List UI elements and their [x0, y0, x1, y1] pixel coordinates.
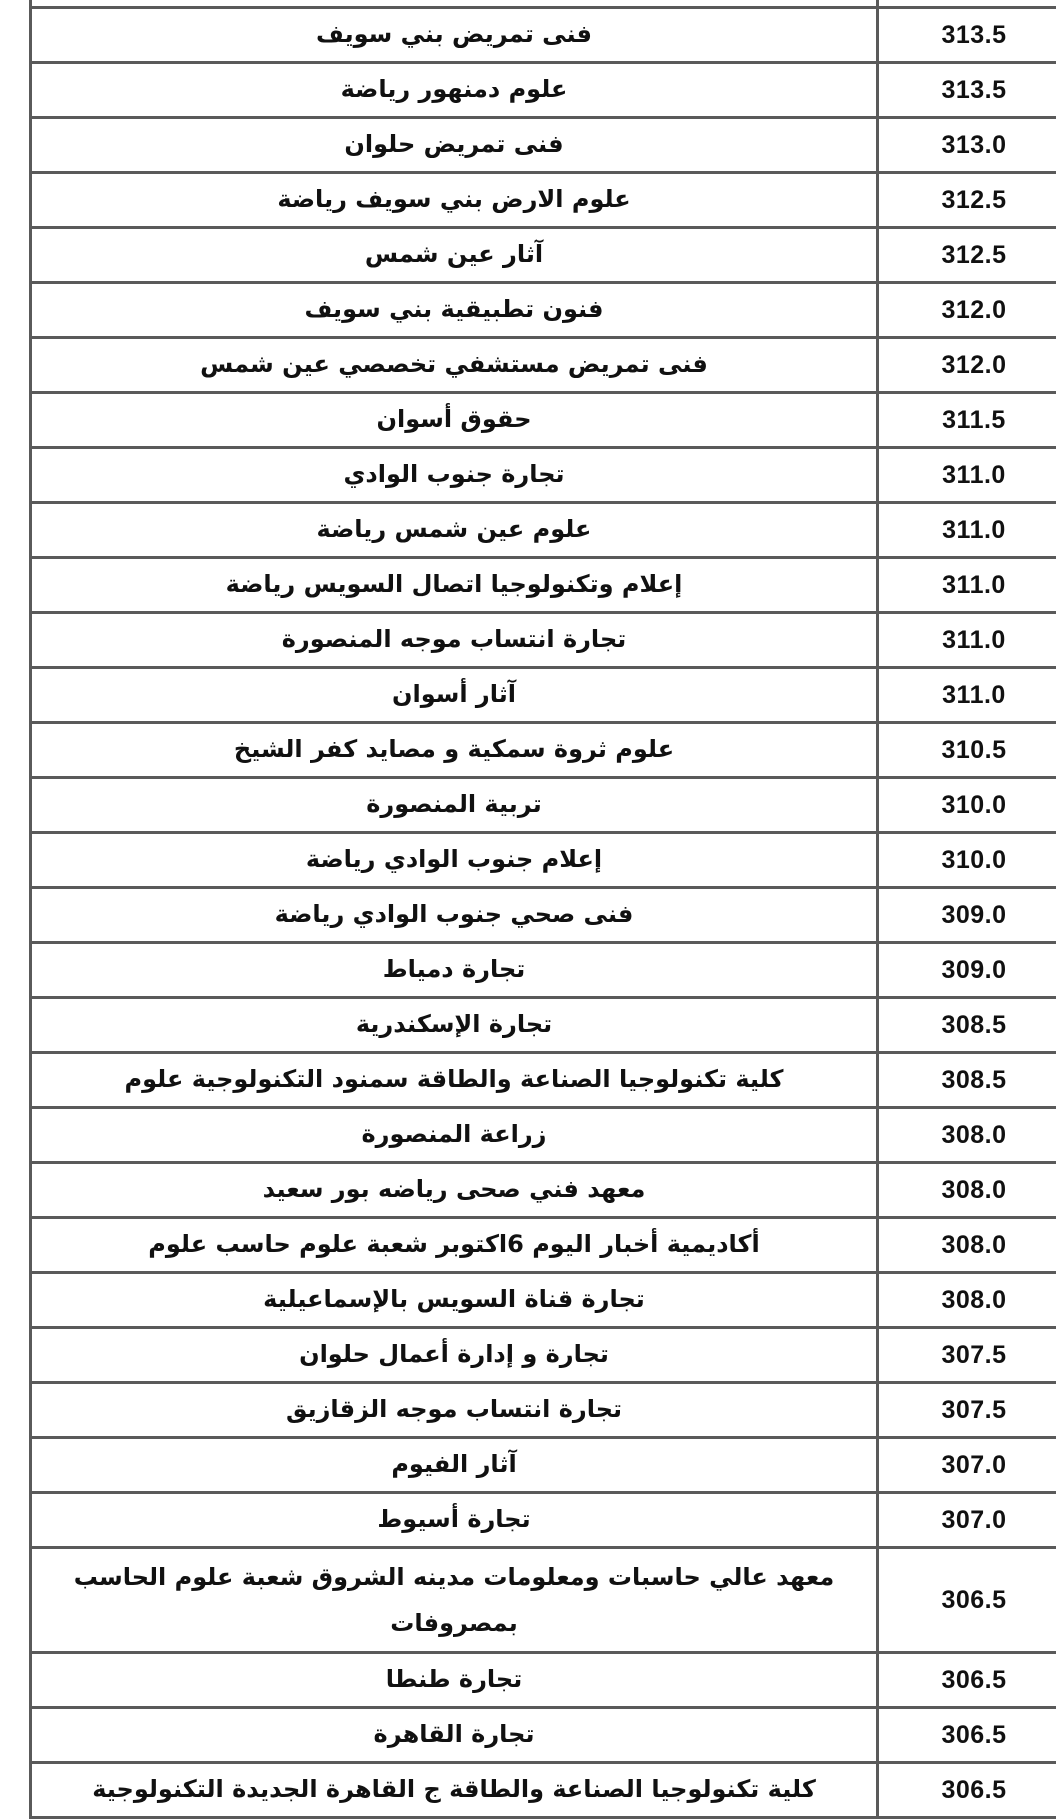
faculty-name: تجارة جنوب الوادي	[31, 448, 878, 503]
table-row	[31, 448, 1056, 503]
faculty-name: تجارة انتساب موجه الزقازيق	[31, 1383, 878, 1438]
scores-table-container	[29, 0, 1015, 1819]
score-value: 311.0	[878, 668, 1056, 723]
faculty-name	[31, 0, 878, 8]
score-value: 307.5	[878, 1328, 1056, 1383]
score-value: 309.0	[878, 943, 1056, 998]
faculty-name: تجارة طنطا	[31, 1653, 878, 1708]
faculty-name: آثار عين شمس	[31, 228, 878, 283]
score-value: 306.5	[878, 1548, 1056, 1653]
faculty-name: تجارة قناة السويس بالإسماعيلية	[31, 1273, 878, 1328]
table-row	[31, 63, 1056, 118]
faculty-name: علوم ثروة سمكية و مصايد كفر الشيخ	[31, 723, 878, 778]
table-row	[31, 1493, 1056, 1548]
faculty-name: فنى تمريض بني سويف	[31, 8, 878, 63]
table-row	[31, 1273, 1056, 1328]
faculty-name: أكاديمية أخبار اليوم 6اكتوبر شعبة علوم حاسب علوم	[31, 1218, 878, 1273]
score-value: 310.0	[878, 778, 1056, 833]
table-row	[31, 503, 1056, 558]
score-value: 312.0	[878, 338, 1056, 393]
score-value: 312.0	[878, 283, 1056, 338]
faculty-name: معهد عالي حاسبات ومعلومات مدينه الشروق شعبة علوم الحاسب بمصروفات	[31, 1548, 878, 1653]
faculty-name: إعلام جنوب الوادي رياضة	[31, 833, 878, 888]
table-row	[31, 1708, 1056, 1763]
table-row	[31, 1328, 1056, 1383]
table-row	[31, 173, 1056, 228]
faculty-name: آثار الفيوم	[31, 1438, 878, 1493]
table-row	[31, 1763, 1056, 1818]
table-row	[31, 228, 1056, 283]
table-row	[31, 1438, 1056, 1493]
score-value: 308.0	[878, 1218, 1056, 1273]
table-row	[31, 118, 1056, 173]
table-row	[31, 283, 1056, 338]
score-value: 311.0	[878, 558, 1056, 613]
score-value: 306.5	[878, 1763, 1056, 1818]
score-value: 307.0	[878, 1438, 1056, 1493]
table-row	[31, 1163, 1056, 1218]
table-row	[31, 998, 1056, 1053]
faculty-name: تجارة دمياط	[31, 943, 878, 998]
score-value: 308.0	[878, 1163, 1056, 1218]
table-row	[31, 338, 1056, 393]
faculty-name: حقوق أسوان	[31, 393, 878, 448]
score-value	[878, 0, 1056, 8]
faculty-name: تربية المنصورة	[31, 778, 878, 833]
faculty-name: علوم دمنهور رياضة	[31, 63, 878, 118]
table-row	[31, 393, 1056, 448]
score-value: 310.0	[878, 833, 1056, 888]
table-row	[31, 0, 1056, 8]
faculty-name: تجارة و إدارة أعمال حلوان	[31, 1328, 878, 1383]
score-value: 313.5	[878, 8, 1056, 63]
faculty-name: آثار أسوان	[31, 668, 878, 723]
faculty-name: تجارة انتساب موجه المنصورة	[31, 613, 878, 668]
faculty-name: تجارة الإسكندرية	[31, 998, 878, 1053]
score-value: 312.5	[878, 173, 1056, 228]
scores-table	[29, 0, 1056, 1819]
table-row	[31, 558, 1056, 613]
score-value: 311.5	[878, 393, 1056, 448]
faculty-name: فنون تطبيقية بني سويف	[31, 283, 878, 338]
faculty-name: تجارة أسيوط	[31, 1493, 878, 1548]
table-row	[31, 1653, 1056, 1708]
table-row	[31, 613, 1056, 668]
table-row	[31, 943, 1056, 998]
table-row	[31, 668, 1056, 723]
score-value: 308.5	[878, 998, 1056, 1053]
table-row	[31, 888, 1056, 943]
score-value: 310.5	[878, 723, 1056, 778]
score-value: 309.0	[878, 888, 1056, 943]
faculty-name: تجارة القاهرة	[31, 1708, 878, 1763]
faculty-name: إعلام وتكنولوجيا اتصال السويس رياضة	[31, 558, 878, 613]
faculty-name: كلية تكنولوجيا الصناعة والطاقة ج القاهرة الجديدة التكنولوجية	[31, 1763, 878, 1818]
faculty-name: فنى تمريض حلوان	[31, 118, 878, 173]
table-row	[31, 1548, 1056, 1653]
score-value: 306.5	[878, 1653, 1056, 1708]
score-value: 313.5	[878, 63, 1056, 118]
score-value: 307.5	[878, 1383, 1056, 1438]
faculty-name: فنى صحي جنوب الوادي رياضة	[31, 888, 878, 943]
table-row	[31, 723, 1056, 778]
faculty-name: كلية تكنولوجيا الصناعة والطاقة سمنود التكنولوجية علوم	[31, 1053, 878, 1108]
score-value: 313.0	[878, 118, 1056, 173]
score-value: 308.0	[878, 1273, 1056, 1328]
table-row	[31, 8, 1056, 63]
table-row	[31, 1053, 1056, 1108]
table-row	[31, 833, 1056, 888]
score-value: 311.0	[878, 448, 1056, 503]
table-row	[31, 1383, 1056, 1438]
table-row	[31, 1108, 1056, 1163]
faculty-name: معهد فني صحى رياضه بور سعيد	[31, 1163, 878, 1218]
faculty-name: زراعة المنصورة	[31, 1108, 878, 1163]
faculty-name: فنى تمريض مستشفي تخصصي عين شمس	[31, 338, 878, 393]
faculty-name: علوم عين شمس رياضة	[31, 503, 878, 558]
score-value: 311.0	[878, 613, 1056, 668]
table-row	[31, 1218, 1056, 1273]
score-value: 312.5	[878, 228, 1056, 283]
score-value: 308.0	[878, 1108, 1056, 1163]
faculty-name: علوم الارض بني سويف رياضة	[31, 173, 878, 228]
score-value: 306.5	[878, 1708, 1056, 1763]
score-value: 311.0	[878, 503, 1056, 558]
score-value: 308.5	[878, 1053, 1056, 1108]
scores-table-body	[31, 0, 1056, 1818]
score-value: 307.0	[878, 1493, 1056, 1548]
table-row	[31, 778, 1056, 833]
